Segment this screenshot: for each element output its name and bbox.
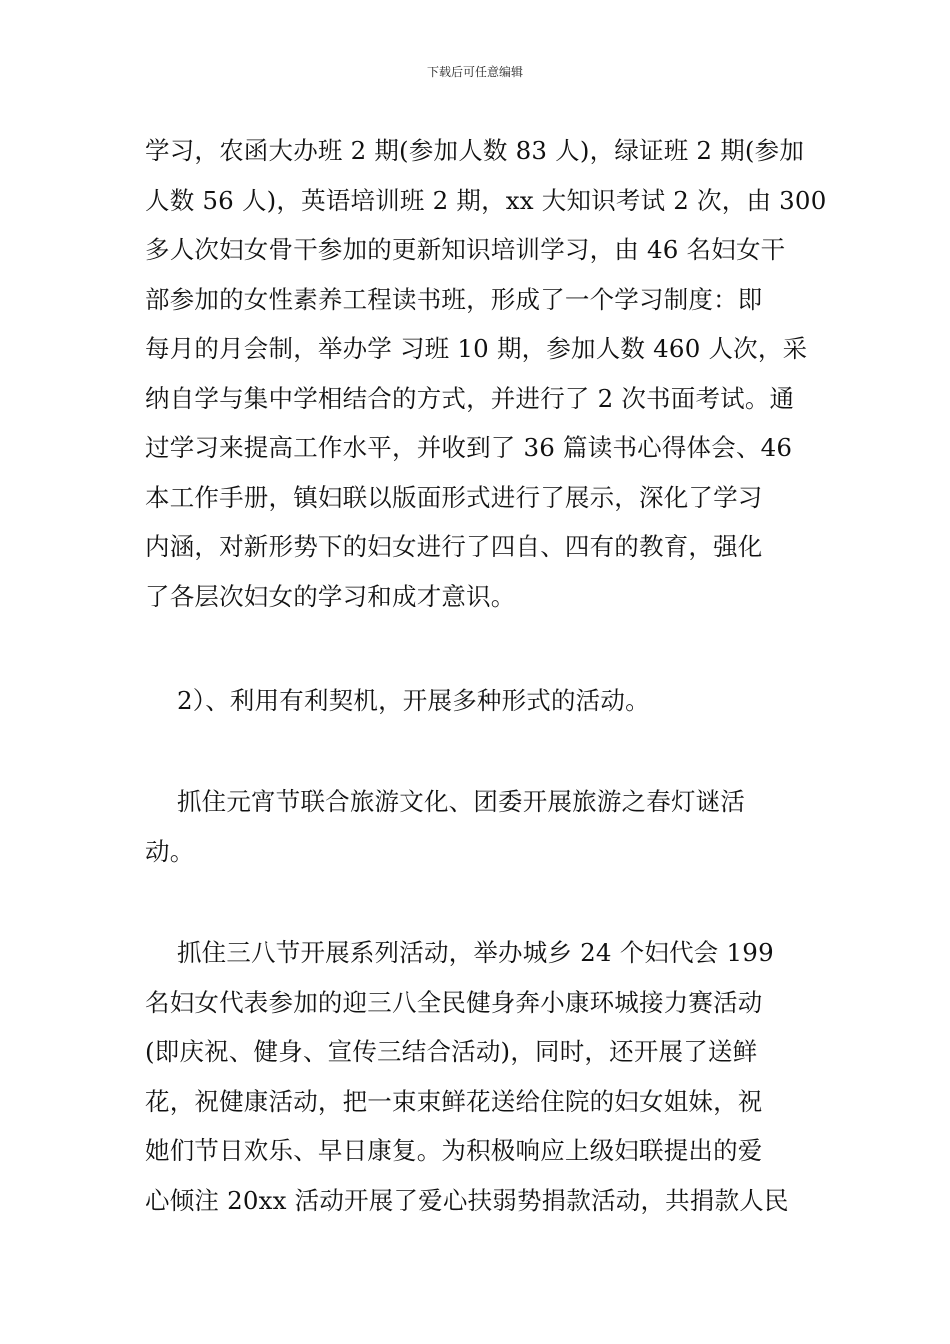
text-line: 心倾注 20xx 活动开展了爱心扶弱势捐款活动，共捐款人民 bbox=[145, 1185, 789, 1215]
text-line: 多人次妇女骨干参加的更新知识培训学习，由 46 名妇女干 bbox=[145, 235, 786, 264]
text-line: 抓住三八节开展系列活动，举办城乡 24 个妇代会 199 bbox=[145, 938, 774, 967]
text-line: 每月的月会制，举办学 习班 10 期，参加人数 460 人次，采 bbox=[145, 334, 808, 363]
paragraph-lantern bbox=[145, 777, 810, 876]
text-line: 纳自学与集中学相结合的方式，并进行了 2 次书面考试。通 bbox=[145, 383, 795, 413]
text-line: 名妇女代表参加的迎三八全民健身奔小康环城接力赛活动 bbox=[145, 987, 763, 1017]
text-line: 人数 56 人)，英语培训班 2 期，xx 大知识考试 2 次，由 300 bbox=[145, 185, 827, 215]
paragraph-study bbox=[145, 126, 827, 621]
paragraph-womens-day bbox=[145, 928, 810, 1225]
page-header: 下载后可任意编辑 bbox=[426, 65, 523, 79]
text-line: 学习，农函大办班 2 期(参加人数 83 人)，绿证班 2 期(参加 bbox=[145, 136, 805, 165]
text-line: 部参加的女性素养工程读书班，形成了一个学习制度：即 bbox=[145, 284, 763, 314]
text-line: 过学习来提高工作水平，并收到了 36 篇读书心得体会、46 bbox=[145, 433, 793, 462]
text-line: 抓住元宵节联合旅游文化、团委开展旅游之春灯谜活 bbox=[145, 787, 746, 816]
text-line: 本工作手册，镇妇联以版面形式进行了展示，深化了学习 bbox=[145, 482, 763, 512]
section-heading bbox=[145, 676, 810, 726]
text-line: 动。 bbox=[145, 836, 195, 866]
text-line: 2）、利用有利契机，开展多种形式的活动。 bbox=[145, 686, 650, 715]
text-line: 她们节日欢乐、早日康复。为积极响应上级妇联提出的爱 bbox=[145, 1136, 763, 1165]
text-line: 花，祝健康活动，把一束束鲜花送给住院的妇女姐妹，祝 bbox=[145, 1086, 763, 1116]
text-line: (即庆祝、健身、宣传三结合活动)，同时，还开展了送鲜 bbox=[145, 1037, 758, 1066]
text-line: 内涵，对新形势下的妇女进行了四自、四有的教育，强化 bbox=[145, 532, 763, 561]
text-line: 了各层次妇女的学习和成才意识。 bbox=[145, 581, 516, 611]
